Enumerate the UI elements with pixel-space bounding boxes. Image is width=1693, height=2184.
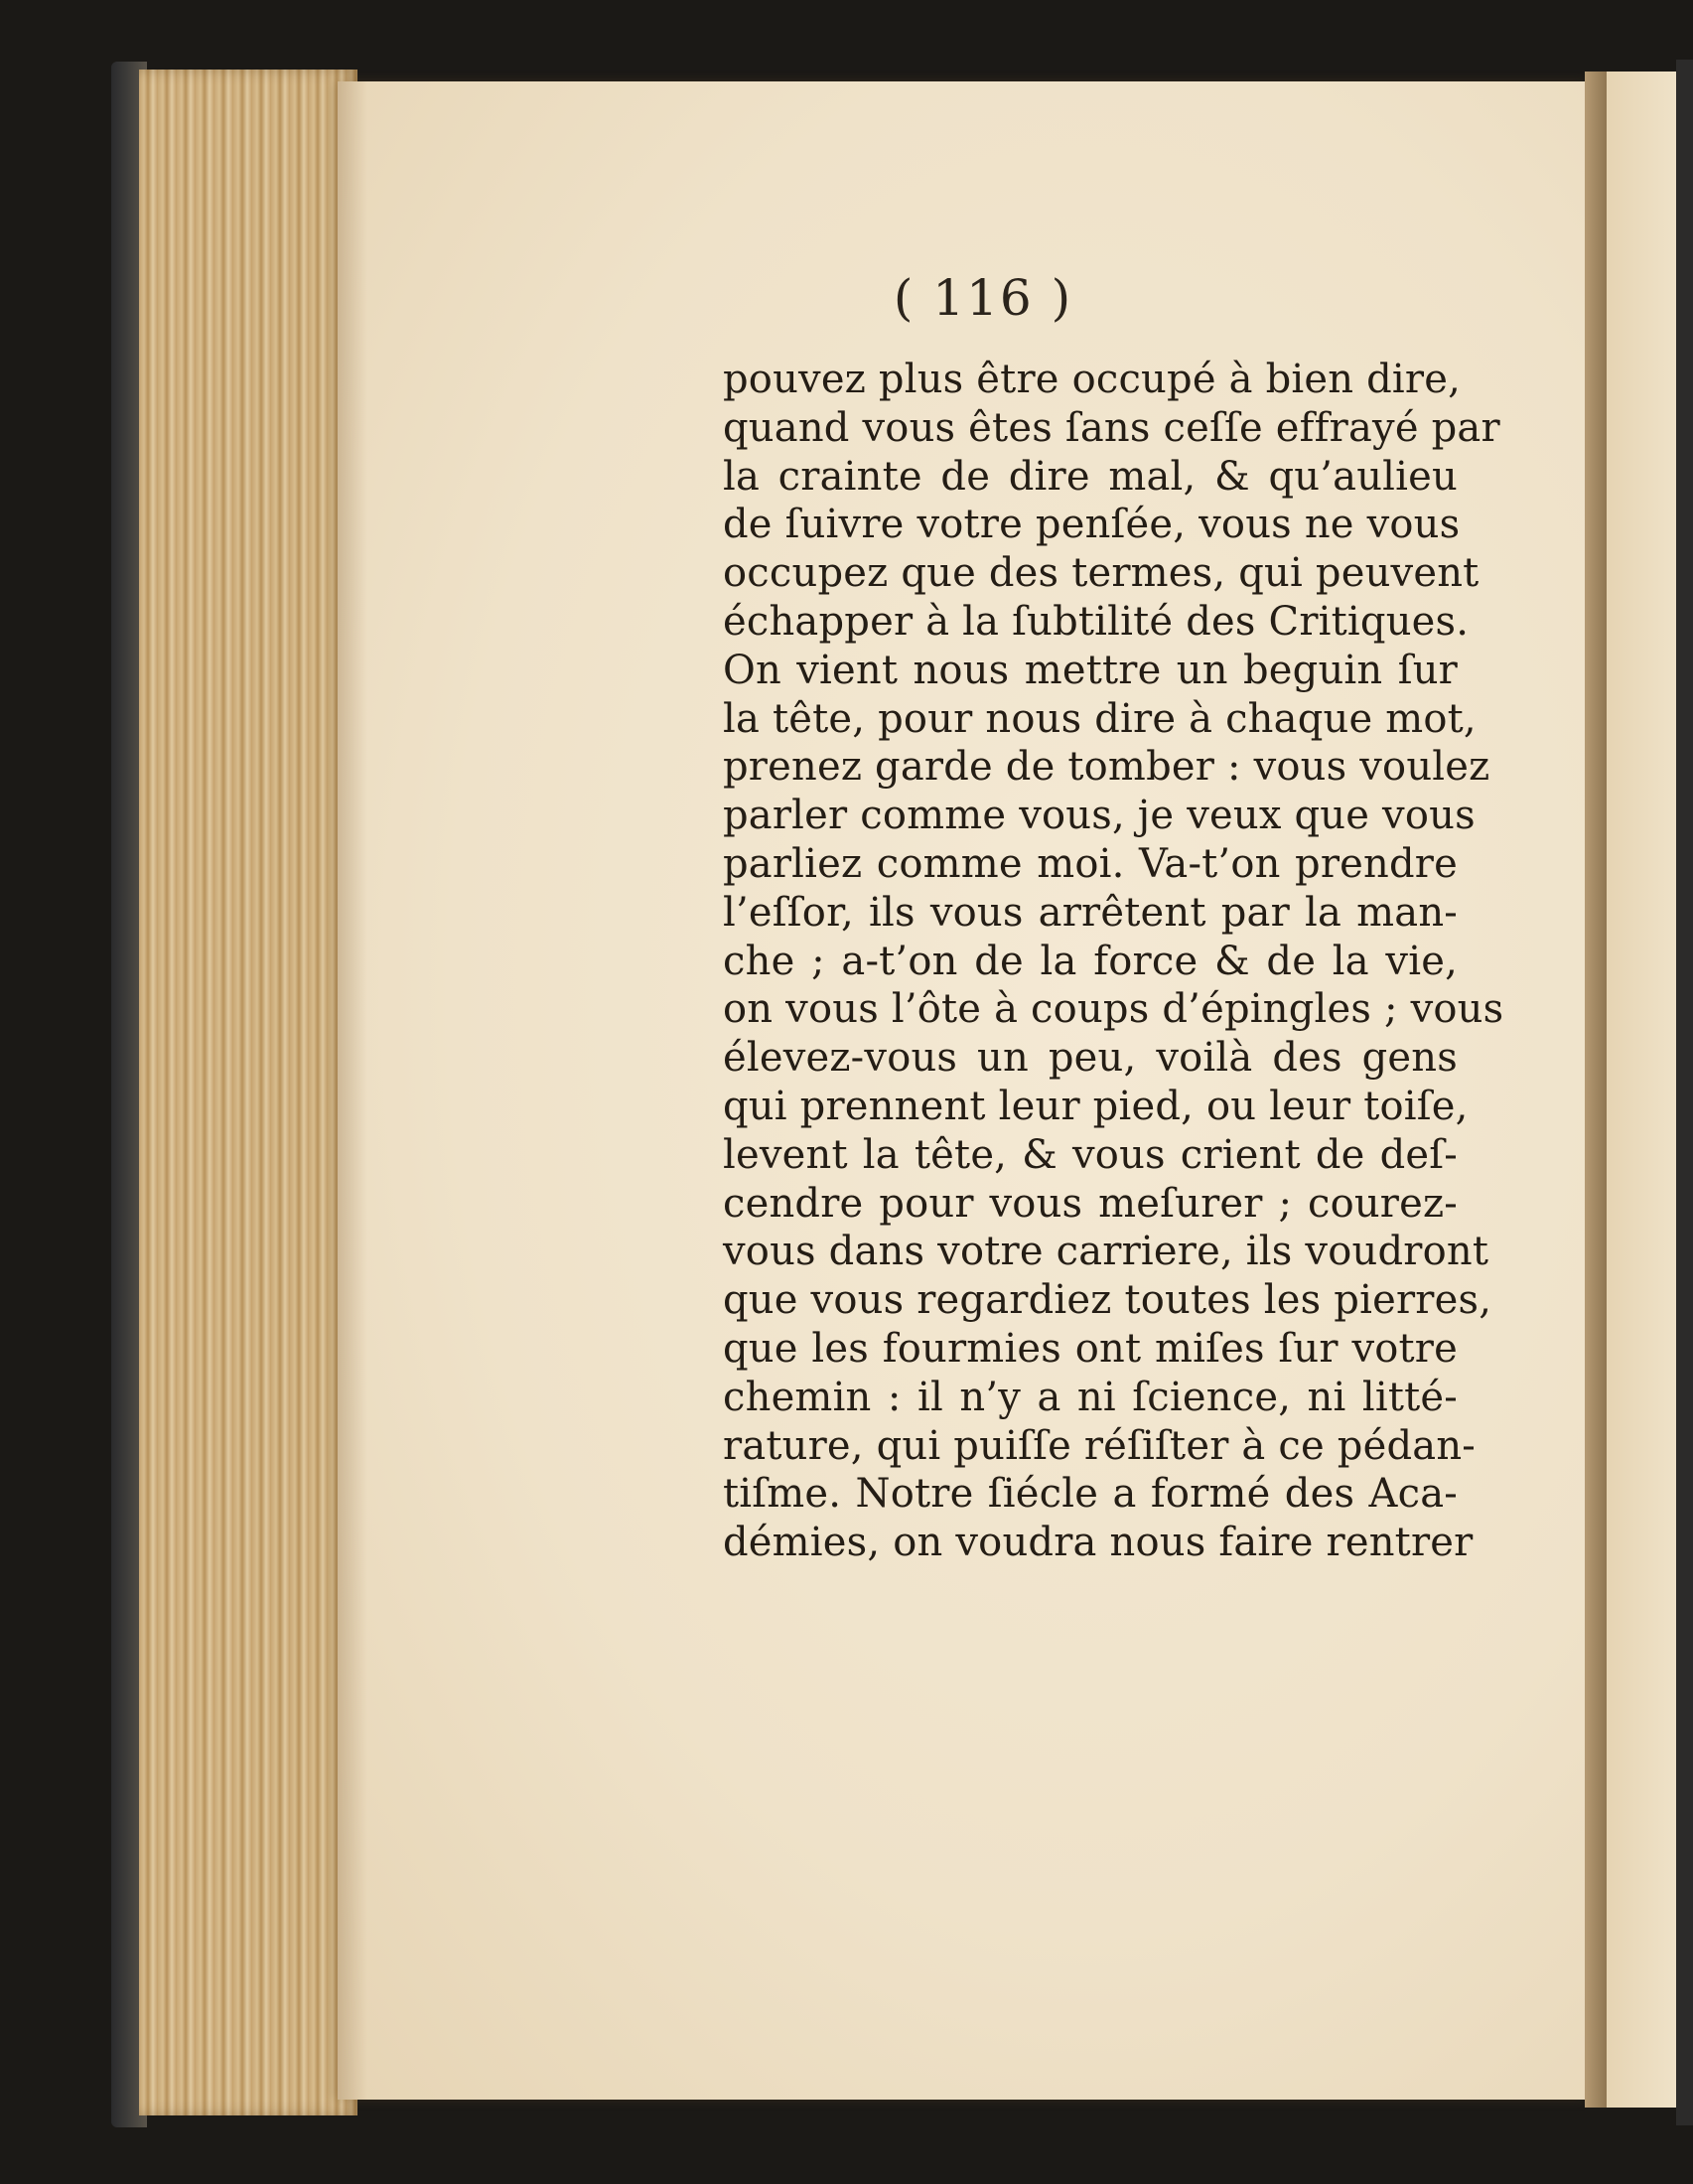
text-line: élevez-vous un peu, voilà des gens: [723, 1035, 1458, 1082]
text-line: quand vous êtes ſans ceſſe effrayé par: [723, 404, 1500, 451]
page-fold-shadow: [338, 81, 367, 2100]
text-line: que vous regardiez toutes les pierres,: [723, 1277, 1492, 1324]
text-line: levent la tête, & vous crient de deſ-: [723, 1131, 1458, 1178]
book-gutter: [1585, 72, 1607, 2108]
text-line: de ſuivre votre penſée, vous ne vous: [723, 502, 1461, 548]
text-line: vous dans votre carriere, ils voudront: [723, 1229, 1489, 1275]
facing-page-edge: [1607, 72, 1676, 2108]
text-line: l’eſſor, ils vous arrêtent par la man-: [723, 889, 1458, 936]
book-cover-right: [1676, 60, 1693, 2125]
text-line: parler comme vous, je veux que vous: [723, 793, 1476, 839]
text-line: cendre pour vous meſurer ; courez-: [723, 1180, 1458, 1227]
text-line: rature, qui puiſſe réſiſter à ce pédan-: [723, 1422, 1476, 1469]
text-line: démies, on voudra nous faire rentrer: [723, 1520, 1474, 1566]
text-line: parliez comme moi. Va-t’on prendre: [723, 840, 1458, 887]
text-line: prenez garde de tomber : vous voulez: [723, 744, 1490, 791]
text-line: qui prennent leur pied, ou leur toiſe,: [723, 1083, 1469, 1129]
text-line: on vous l’ôte à coups d’épingles ; vous: [723, 986, 1504, 1033]
text-line: occupez que des termes, qui peuvent: [723, 550, 1480, 597]
text-line: pouvez plus être occupé à bien dire,: [723, 357, 1462, 402]
page-edges-stack: [139, 70, 357, 2115]
text-line: échapper à la ſubtilité des Critiques.: [723, 598, 1470, 645]
text-line: On vient nous mettre un beguin ſur: [723, 647, 1458, 693]
text-line: tiſme. Notre ſiécle a formé des Aca-: [723, 1471, 1458, 1518]
body-text: [723, 356, 1504, 1567]
text-line: la crainte de dire mal, & qu’aulieu: [723, 453, 1458, 500]
page-number: ( 116 ): [893, 269, 1073, 327]
text-line: chemin : il n’y a ni ſcience, ni litté-: [723, 1374, 1458, 1420]
text-line: la tête, pour nous dire à chaque mot,: [723, 695, 1477, 742]
text-line: che ; a-t’on de la force & de la vie,: [723, 938, 1458, 984]
text-line: que les fourmies ont miſes ſur votre: [723, 1325, 1458, 1372]
